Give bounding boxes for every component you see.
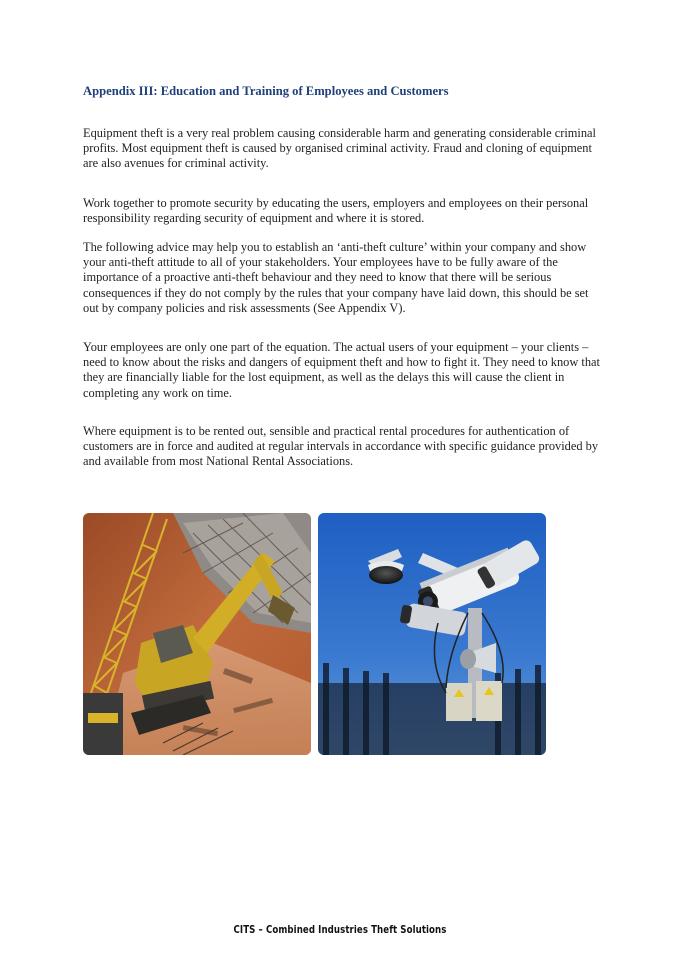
paragraph-anti-theft-culture: The following advice may help you to establish an ‘anti-theft culture’ within your company and show your anti-theft attitude to all of your stakeholders. Your employees have to be fully aware of the importance of a proactive anti-theft behaviour and they need to know that there will be serious consequences if they do not comply by the rules that your company have laid down, this should be set out by company policies and risk assessments (See Appendix V).: [83, 240, 589, 315]
paragraph-equipment-theft: Equipment theft is a very real problem causing considerable harm and generating considerable criminal profits. Most equipment theft is caused by organised criminal activity. Fraud and cloning of equipment are also avenues for criminal activity.: [83, 126, 596, 171]
security-cameras-photo: [318, 513, 546, 755]
section-heading: Appendix III: Education and Training of Employees and Customers: [83, 84, 449, 98]
paragraph-rental-procedures: Where equipment is to be rented out, sensible and practical rental procedures for authentication of customers are in force and audited at regular intervals in accordance with specific guidance provided by and available from most National Rental Associations.: [83, 424, 599, 469]
construction-excavator-photo: [83, 513, 311, 755]
paragraph-work-together: Work together to promote security by educating the users, employers and employees on their personal responsibility regarding security of equipment and where it is stored.: [83, 196, 589, 226]
paragraph-employees-equation: Your employees are only one part of the equation. The actual users of your equipment – your clients – need to know about the risks and dangers of equipment theft and how to fight it. They need to know that they are financially liable for the lost equipment, as well as the delays this will cause the client in completing any work on time.: [83, 340, 600, 400]
page-footer: CITS – Combined Industries Theft Solutions: [233, 924, 447, 936]
